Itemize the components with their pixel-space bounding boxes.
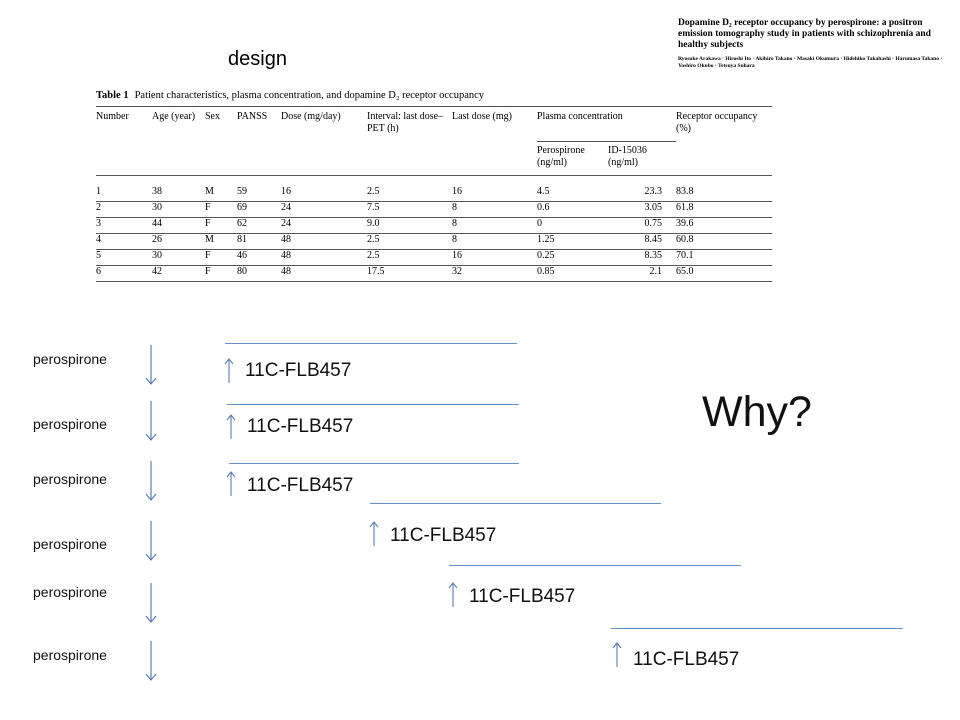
paper-title: Dopamine D₂ receptor occupancy by perospirone: a positron emission tomography study in patients with schizophrenia and healthy subjects: [678, 18, 931, 50]
table-row: [96, 250, 772, 266]
th-dose: Dose (mg/day): [281, 107, 367, 142]
table-cell: 16: [452, 250, 537, 266]
up-arrow-icon: [225, 414, 237, 440]
table-cell: 7.5: [367, 202, 452, 218]
tracer-label: 11C-FLB457: [469, 586, 576, 607]
table-cell: 69: [237, 202, 281, 218]
table-row: [96, 176, 772, 202]
timeline-line: [225, 343, 517, 344]
table-cell: 9.0: [367, 218, 452, 234]
table-caption-label: Table 1: [96, 90, 129, 101]
occupancy-table: [96, 106, 772, 281]
table-row: [96, 266, 772, 282]
table-cell: 46: [237, 250, 281, 266]
table-cell: 60.8: [676, 234, 772, 250]
up-arrow-icon: [447, 582, 459, 608]
th-id15036: ID-15036 (ng/ml): [608, 142, 676, 176]
table-cell: 2.1: [608, 266, 676, 282]
table-cell: 59: [237, 176, 281, 202]
table-header-row: [96, 107, 772, 142]
table-cell: M: [205, 234, 237, 250]
th-perospirone: Perospirone (ng/ml): [537, 142, 608, 176]
table-cell: 61.8: [676, 202, 772, 218]
table-cell: F: [205, 218, 237, 234]
table-cell: 17.5: [367, 266, 452, 282]
up-arrow-icon: [611, 642, 623, 668]
up-arrow-icon: [223, 358, 235, 384]
table-cell: M: [205, 176, 237, 202]
table-cell: 44: [152, 218, 205, 234]
down-arrow-icon: [145, 521, 157, 561]
timeline-line: [611, 628, 903, 629]
table-cell: 30: [152, 202, 205, 218]
table-cell: 32: [452, 266, 537, 282]
tracer-label: 11C-FLB457: [633, 649, 740, 670]
up-arrow-icon: [225, 471, 237, 497]
table-cell: 62: [237, 218, 281, 234]
th-occupancy: Receptor occupancy (%): [676, 107, 772, 142]
table-row: [96, 202, 772, 218]
table-cell: 42: [152, 266, 205, 282]
table-cell: 0.25: [537, 250, 608, 266]
table-cell: 2.5: [367, 176, 452, 202]
slide-title: design: [228, 48, 287, 70]
tracer-label: 11C-FLB457: [390, 525, 497, 546]
table-cell: 4: [96, 234, 152, 250]
tracer-label: 11C-FLB457: [247, 416, 354, 437]
table-cell: F: [205, 202, 237, 218]
table-cell: 1.25: [537, 234, 608, 250]
th-number: Number: [96, 107, 152, 142]
table-row: [96, 234, 772, 250]
paper-authors: Ryosuke Arakawa · Hiroshi Ito · Akihiro Takano · Masaki Okumura · Hidehiko Takahashi · Harumasa Takano · Yoshiro Okubo · Tetsuya Suhara: [678, 56, 943, 69]
tracer-label: 11C-FLB457: [247, 475, 354, 496]
table-cell: 26: [152, 234, 205, 250]
down-arrow-icon: [145, 401, 157, 441]
th-age: Age (year): [152, 107, 205, 142]
table-cell: 8: [452, 234, 537, 250]
down-arrow-icon: [145, 583, 157, 623]
th-interval: Interval: last dose–PET (h): [367, 107, 452, 142]
table-cell: 38: [152, 176, 205, 202]
drug-label: perospirone: [33, 536, 107, 552]
th-plasma: Plasma concentration: [537, 107, 676, 142]
table-cell: 4.5: [537, 176, 608, 202]
drug-label: perospirone: [33, 584, 107, 600]
table-cell: 23.3: [608, 176, 676, 202]
table-caption-text: Patient characteristics, plasma concentration, and dopamine D₂ receptor occupancy: [134, 90, 485, 101]
table-cell: 80: [237, 266, 281, 282]
down-arrow-icon: [145, 641, 157, 681]
table-cell: 65.0: [676, 266, 772, 282]
table-cell: 81: [237, 234, 281, 250]
table-cell: 16: [452, 176, 537, 202]
table-cell: 0.6: [537, 202, 608, 218]
table-subheader-row: [96, 142, 772, 176]
table-cell: 30: [152, 250, 205, 266]
th-sex: Sex: [205, 107, 237, 142]
down-arrow-icon: [145, 345, 157, 385]
table-cell: F: [205, 266, 237, 282]
occupancy-table-figure: [96, 90, 772, 282]
th-panss: PANSS: [237, 107, 281, 142]
table-caption: [96, 90, 772, 101]
table-cell: 24: [281, 202, 367, 218]
up-arrow-icon: [368, 521, 380, 547]
drug-label: perospirone: [33, 471, 107, 487]
timeline-line: [229, 463, 519, 464]
table-bottom-rule: [96, 281, 772, 282]
table-cell: 8.35: [608, 250, 676, 266]
why-question: Why?: [702, 388, 812, 436]
table-cell: 1: [96, 176, 152, 202]
table-cell: 8: [452, 218, 537, 234]
table-cell: 0: [537, 218, 608, 234]
timeline-line: [370, 503, 661, 504]
table-row: [96, 218, 772, 234]
table-cell: F: [205, 250, 237, 266]
timeline-line: [227, 404, 519, 405]
table-cell: 48: [281, 234, 367, 250]
table-cell: 6: [96, 266, 152, 282]
drug-label: perospirone: [33, 416, 107, 432]
table-cell: 8: [452, 202, 537, 218]
th-last-dose: Last dose (mg): [452, 107, 537, 142]
table-cell: 3.05: [608, 202, 676, 218]
timeline-line: [449, 565, 741, 566]
table-cell: 2.5: [367, 234, 452, 250]
table-cell: 0.85: [537, 266, 608, 282]
table-cell: 0.75: [608, 218, 676, 234]
down-arrow-icon: [145, 461, 157, 501]
table-cell: 70.1: [676, 250, 772, 266]
drug-label: perospirone: [33, 351, 107, 367]
paper-header: [678, 18, 948, 70]
table-cell: 2.5: [367, 250, 452, 266]
table-cell: 48: [281, 250, 367, 266]
table-cell: 24: [281, 218, 367, 234]
table-cell: 16: [281, 176, 367, 202]
table-cell: 3: [96, 218, 152, 234]
tracer-label: 11C-FLB457: [245, 360, 352, 381]
table-cell: 39.6: [676, 218, 772, 234]
table-cell: 8.45: [608, 234, 676, 250]
table-cell: 2: [96, 202, 152, 218]
table-cell: 48: [281, 266, 367, 282]
table-cell: 83.8: [676, 176, 772, 202]
drug-label: perospirone: [33, 647, 107, 663]
table-cell: 5: [96, 250, 152, 266]
